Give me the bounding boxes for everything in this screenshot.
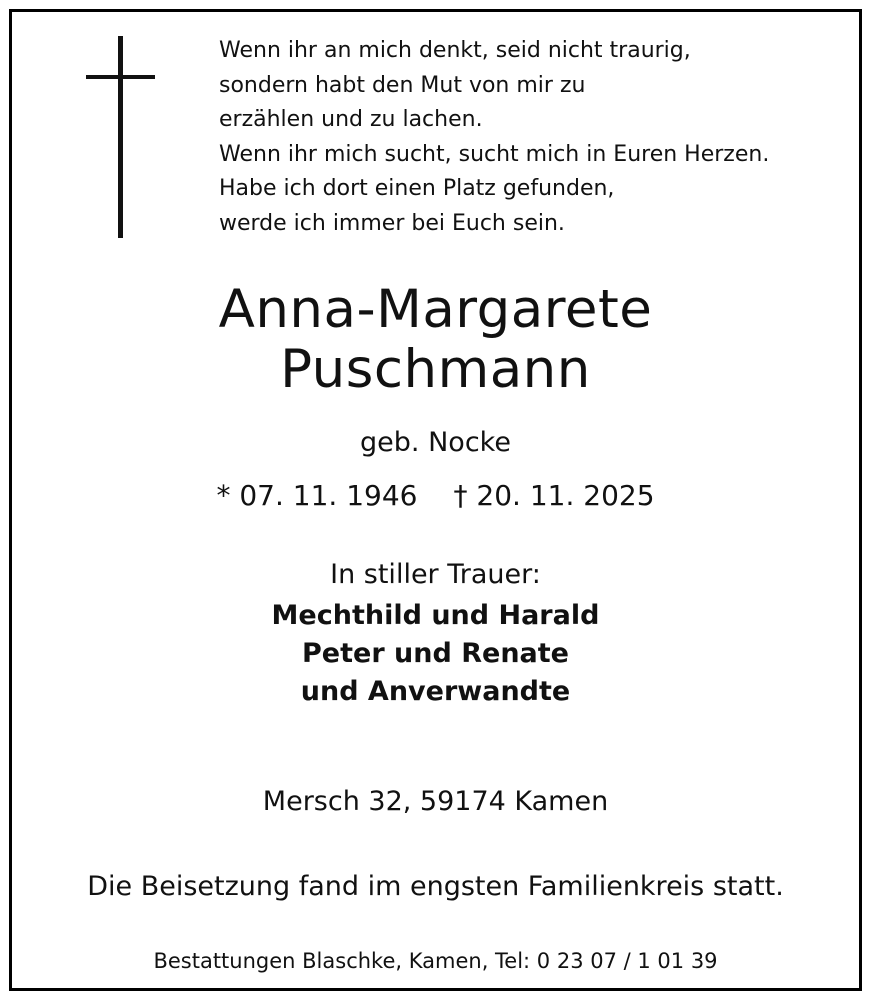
obituary-notice bbox=[9, 9, 862, 991]
mourner-name: Peter und Renate bbox=[302, 638, 569, 669]
deceased-first-name: Anna-Margarete bbox=[218, 279, 653, 340]
poem-line: Wenn ihr an mich denkt, seid nicht traurig, bbox=[219, 38, 691, 63]
poem-line: erzählen und zu lachen. bbox=[219, 107, 483, 132]
mourners-title: In stiller Trauer: bbox=[330, 559, 541, 590]
birth-name: geb. Nocke bbox=[360, 427, 511, 458]
death-date: † 20. 11. 2025 bbox=[453, 479, 655, 512]
deceased-last-name: Puschmann bbox=[280, 339, 591, 400]
life-dates bbox=[12, 477, 859, 515]
cross-horizontal-bar bbox=[86, 75, 155, 79]
poem-line: sondern habt den Mut von mir zu bbox=[219, 72, 586, 98]
birth-date: * 07. 11. 1946 bbox=[216, 479, 418, 512]
cross-vertical-bar bbox=[118, 36, 123, 238]
mourner-name: und Anverwandte bbox=[300, 676, 571, 707]
address: Mersch 32, 59174 Kamen bbox=[262, 786, 609, 817]
poem-line: Habe ich dort einen Platz gefunden, bbox=[219, 176, 615, 201]
mourner-name: Mechthild und Harald bbox=[271, 600, 600, 631]
poem-line: Wenn ihr mich sucht, sucht mich in Euren Herzen. bbox=[219, 141, 770, 167]
poem bbox=[219, 34, 839, 241]
burial-note: Die Beisetzung fand im engsten Familienkreis statt. bbox=[87, 871, 784, 902]
poem-line: werde ich immer bei Euch sein. bbox=[219, 210, 565, 236]
undertaker-info: Bestattungen Blaschke, Kamen, Tel: 0 23 07 / 1 01 39 bbox=[153, 949, 718, 973]
